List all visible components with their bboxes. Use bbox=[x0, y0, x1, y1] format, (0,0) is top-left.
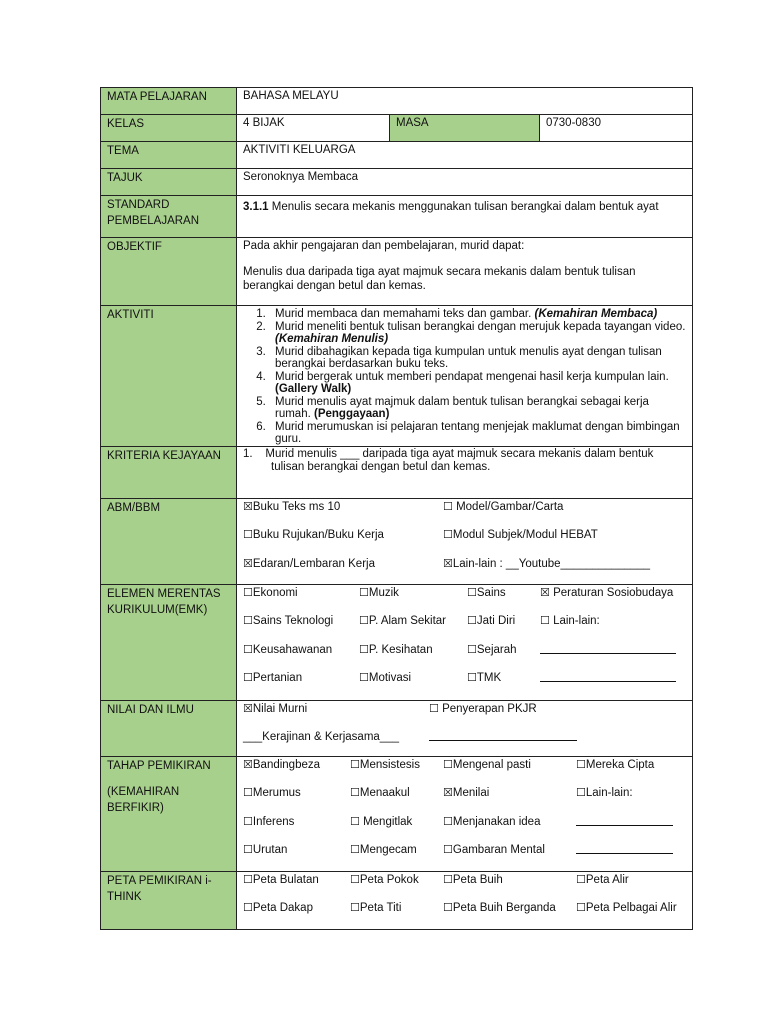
checkbox-icon[interactable]: ☐ bbox=[443, 814, 453, 828]
ithink-option-label: Peta Buih bbox=[452, 873, 503, 886]
checkbox-icon[interactable]: ☒ bbox=[540, 585, 550, 599]
tahap-option[interactable] bbox=[350, 815, 412, 829]
value-aktiviti bbox=[237, 306, 693, 447]
emk-option-label: Motivasi bbox=[368, 671, 412, 684]
tahap-option[interactable] bbox=[350, 786, 410, 800]
checkbox-icon[interactable]: ☐ bbox=[467, 642, 477, 656]
ithink-option[interactable] bbox=[350, 901, 401, 915]
emk-option-label: P. Alam Sekitar bbox=[368, 614, 447, 627]
abm-option[interactable] bbox=[243, 557, 375, 571]
emk-option[interactable] bbox=[467, 643, 517, 657]
label-masa: MASA bbox=[390, 115, 540, 142]
checkbox-icon[interactable]: ☐ bbox=[243, 527, 253, 541]
checkbox-icon[interactable]: ☐ bbox=[576, 872, 586, 886]
emk-option-label: Sains Teknologi bbox=[252, 614, 334, 627]
emk-option[interactable] bbox=[467, 671, 501, 685]
checkbox-icon[interactable]: ☐ bbox=[540, 613, 550, 627]
kriteria-line1 bbox=[243, 448, 686, 461]
emk-option[interactable] bbox=[359, 643, 433, 657]
aktiviti-text: Murid bergerak untuk memberi pendapat mengenai hasil kerja kumpulan lain. bbox=[275, 370, 669, 383]
emk-option[interactable] bbox=[243, 586, 298, 600]
abm-option[interactable] bbox=[443, 557, 650, 571]
checkbox-icon[interactable]: ☐ bbox=[243, 670, 253, 684]
abm-option-label: Buku Teks ms 10 bbox=[252, 500, 341, 513]
emk-blank-line[interactable] bbox=[540, 643, 676, 658]
label-objektif: OBJEKTIF bbox=[101, 238, 237, 306]
ithink-option[interactable] bbox=[243, 873, 319, 887]
label-tahap-line1: TAHAP PEMIKIRAN bbox=[107, 759, 211, 772]
tahap-option[interactable] bbox=[243, 758, 320, 772]
ithink-option[interactable] bbox=[443, 873, 503, 887]
tahap-option[interactable] bbox=[243, 843, 287, 857]
checkbox-icon[interactable]: ☒ bbox=[243, 701, 253, 715]
checkbox-icon[interactable]: ☐ bbox=[243, 900, 253, 914]
value-emk bbox=[237, 584, 693, 700]
row-kelas bbox=[101, 115, 693, 142]
ithink-option-label: Peta Pokok bbox=[359, 873, 419, 886]
aktiviti-item bbox=[269, 396, 686, 421]
label-tahap-line2: (KEMAHIRAN bbox=[107, 785, 180, 798]
checkbox-icon[interactable]: ☐ bbox=[359, 642, 369, 656]
checkbox-icon[interactable]: ☐ bbox=[243, 842, 253, 856]
value-objektif bbox=[237, 238, 693, 306]
emk-option[interactable] bbox=[243, 614, 333, 628]
abm-option-label: Modul Subjek/Modul HEBAT bbox=[452, 528, 598, 541]
nilai-option[interactable] bbox=[243, 702, 307, 716]
value-kriteria bbox=[237, 446, 693, 498]
label-kriteria: KRITERIA KEJAYAAN bbox=[101, 446, 237, 498]
aktiviti-text: Murid membaca dan memahami teks dan gambar. bbox=[275, 308, 535, 320]
label-tema: TEMA bbox=[101, 142, 237, 169]
aktiviti-item bbox=[269, 346, 686, 371]
kriteria-line2: tulisan berangkai dengan betul dan kemas. bbox=[271, 460, 491, 473]
nilai-values-text[interactable]: ___Kerajinan & Kerjasama___ bbox=[243, 730, 399, 743]
aktiviti-item bbox=[269, 308, 686, 321]
checkbox-icon[interactable]: ☒ bbox=[443, 556, 453, 570]
aktiviti-item bbox=[269, 421, 686, 446]
abm-option-label: Lain-lain : __Youtube______________ bbox=[452, 557, 651, 570]
ithink-option[interactable] bbox=[576, 901, 677, 915]
tahap-option[interactable] bbox=[350, 758, 420, 772]
row-tema bbox=[101, 142, 693, 169]
tahap-option-label: Inferens bbox=[252, 815, 295, 828]
ithink-option-label: Peta Pelbagai Alir bbox=[585, 901, 677, 914]
label-standard bbox=[101, 196, 237, 238]
ithink-option[interactable] bbox=[350, 873, 419, 887]
emk-blank-line[interactable] bbox=[540, 671, 676, 686]
aktiviti-text: Murid merumuskan isi pelajaran tentang menjejak maklumat dengan bimbingan guru. bbox=[275, 420, 680, 445]
emk-option-label: Keusahawanan bbox=[252, 643, 333, 656]
checkbox-icon[interactable]: ☒ bbox=[243, 556, 253, 570]
row-emk bbox=[101, 584, 693, 700]
value-tajuk: Seronoknya Membaca bbox=[237, 169, 693, 196]
aktiviti-item bbox=[269, 371, 686, 396]
checkbox-icon[interactable]: ☐ bbox=[576, 757, 586, 771]
emk-option[interactable] bbox=[467, 586, 506, 600]
emk-option[interactable] bbox=[243, 671, 302, 685]
label-mata-pelajaran: MATA PELAJARAN bbox=[101, 88, 237, 115]
checkbox-icon[interactable]: ☐ bbox=[443, 527, 453, 541]
tahap-option-label: Mensistesis bbox=[359, 758, 420, 771]
tahap-option-label: Menaakul bbox=[359, 786, 410, 799]
objektif-text: Menulis dua daripada tiga ayat majmuk secara mekanis dalam bentuk tulisan berangkai dengan betul dan kemas. bbox=[243, 266, 636, 292]
tahap-option-label: Mengitlak bbox=[359, 815, 413, 828]
abm-option-label: Buku Rujukan/Buku Kerja bbox=[252, 528, 384, 541]
tahap-option-label: Mereka Cipta bbox=[585, 758, 655, 771]
kriteria-number: 1. bbox=[243, 447, 253, 460]
standard-code: 3.1.1 bbox=[243, 201, 269, 213]
tahap-option-label: Merumus bbox=[252, 786, 301, 799]
label-standard-line2: PEMBELAJARAN bbox=[107, 215, 200, 227]
kriteria-text-1: Murid menulis ___ daripada tiga ayat majmuk secara mekanis dalam bentuk bbox=[265, 447, 654, 460]
label-nilai: NILAI DAN ILMU bbox=[101, 700, 237, 756]
tahap-option[interactable] bbox=[443, 786, 489, 800]
ithink-option[interactable] bbox=[243, 901, 313, 915]
checkbox-icon[interactable]: ☒ bbox=[243, 757, 253, 771]
checkbox-icon[interactable]: ☐ bbox=[443, 842, 453, 856]
abm-option-label: Model/Gambar/Carta bbox=[452, 500, 564, 513]
abm-option[interactable] bbox=[443, 528, 598, 542]
tahap-option-label: Lain-lain: bbox=[585, 786, 633, 799]
value-standard bbox=[237, 196, 693, 238]
row-tajuk bbox=[101, 169, 693, 196]
lesson-plan-table bbox=[100, 87, 693, 930]
aktiviti-skill: (Kemahiran Membaca) bbox=[534, 308, 658, 320]
aktiviti-skill: (Gallery Walk) bbox=[275, 383, 352, 395]
checkbox-icon[interactable]: ☐ bbox=[243, 814, 253, 828]
checkbox-icon[interactable]: ☐ bbox=[350, 900, 360, 914]
checkbox-icon[interactable]: ☐ bbox=[467, 613, 477, 627]
checkbox-icon[interactable]: ☐ bbox=[467, 585, 477, 599]
tahap-option[interactable] bbox=[443, 815, 540, 829]
aktiviti-list bbox=[243, 308, 686, 446]
emk-option-label: Ekonomi bbox=[252, 586, 298, 599]
label-tahap bbox=[101, 756, 237, 871]
checkbox-icon[interactable]: ☐ bbox=[359, 613, 369, 627]
tahap-option-label: Menilai bbox=[452, 786, 490, 799]
tahap-option[interactable] bbox=[576, 758, 654, 772]
label-emk-line1: ELEMEN MERENTAS bbox=[107, 587, 221, 600]
emk-option-label: Peraturan Sosiobudaya bbox=[549, 586, 674, 599]
value-mata-pelajaran: BAHASA MELAYU bbox=[237, 88, 693, 115]
label-tahap-line3: BERFIKIR) bbox=[107, 801, 164, 814]
label-emk bbox=[101, 584, 237, 700]
checkbox-icon[interactable]: ☐ bbox=[443, 499, 453, 513]
tahap-option[interactable] bbox=[443, 758, 531, 772]
label-aktiviti: AKTIVITI bbox=[101, 306, 237, 447]
label-standard-line1: STANDARD bbox=[107, 199, 170, 211]
checkbox-icon[interactable]: ☐ bbox=[243, 642, 253, 656]
tahap-option[interactable] bbox=[576, 786, 633, 800]
checkbox-icon[interactable]: ☐ bbox=[429, 701, 439, 715]
checkbox-icon[interactable]: ☐ bbox=[350, 872, 360, 886]
value-tema: AKTIVITI KELUARGA bbox=[237, 142, 693, 169]
checkbox-icon[interactable]: ☐ bbox=[359, 670, 369, 684]
checkbox-icon[interactable]: ☐ bbox=[243, 785, 253, 799]
checkbox-icon[interactable]: ☐ bbox=[467, 670, 477, 684]
tahap-option-label: Gambaran Mental bbox=[452, 843, 545, 856]
emk-option-label: Jati Diri bbox=[476, 614, 516, 627]
emk-option-label: Lain-lain: bbox=[549, 614, 600, 627]
label-kelas: KELAS bbox=[101, 115, 237, 142]
ithink-option-label: Peta Titi bbox=[359, 901, 402, 914]
row-kriteria bbox=[101, 446, 693, 498]
tahap-blank-line[interactable] bbox=[576, 815, 673, 830]
tahap-option[interactable] bbox=[443, 843, 545, 857]
nilai-option-label: Nilai Murni bbox=[252, 702, 308, 715]
checkbox-icon[interactable]: ☐ bbox=[350, 785, 360, 799]
nilai-option[interactable] bbox=[429, 702, 537, 716]
ithink-option-label: Peta Alir bbox=[585, 873, 629, 886]
row-tahap-pemikiran bbox=[101, 756, 693, 871]
emk-option-label: TMK bbox=[476, 671, 502, 684]
aktiviti-text: Murid dibahagikan kepada tiga kumpulan untuk menulis ayat dengan tulisan berangkai berdasarkan buku teks. bbox=[275, 345, 662, 370]
emk-option[interactable] bbox=[359, 614, 446, 628]
row-mata-pelajaran bbox=[101, 88, 693, 115]
label-ithink-line2: THINK bbox=[107, 890, 142, 903]
checkbox-icon[interactable]: ☐ bbox=[243, 872, 253, 886]
ithink-option-label: Peta Bulatan bbox=[252, 873, 319, 886]
checkbox-icon[interactable]: ☐ bbox=[576, 785, 586, 799]
checkbox-icon[interactable]: ☐ bbox=[443, 900, 453, 914]
aktiviti-text: Murid menulis ayat majmuk dalam bentuk tulisan berangkai sebagai kerja rumah. bbox=[275, 395, 649, 420]
row-objektif bbox=[101, 238, 693, 306]
abm-option-label: Edaran/Lembaran Kerja bbox=[252, 557, 375, 570]
row-standard bbox=[101, 196, 693, 238]
tahap-option-label: Bandingbeza bbox=[252, 758, 321, 771]
tahap-option[interactable] bbox=[350, 843, 417, 857]
row-ithink bbox=[101, 871, 693, 929]
checkbox-icon[interactable]: ☐ bbox=[350, 842, 360, 856]
ithink-option[interactable] bbox=[443, 901, 556, 915]
checkbox-icon[interactable]: ☐ bbox=[576, 900, 586, 914]
checkbox-icon[interactable]: ☒ bbox=[443, 785, 453, 799]
tahap-option-label: Mengecam bbox=[359, 843, 417, 856]
checkbox-icon[interactable]: ☐ bbox=[443, 757, 453, 771]
abm-option[interactable] bbox=[243, 528, 384, 542]
label-ithink bbox=[101, 871, 237, 929]
tahap-option[interactable] bbox=[243, 815, 294, 829]
checkbox-icon[interactable]: ☐ bbox=[350, 814, 360, 828]
emk-option-label: P. Kesihatan bbox=[368, 643, 433, 656]
value-nilai bbox=[237, 700, 693, 756]
emk-option[interactable] bbox=[359, 671, 411, 685]
standard-text: Menulis secara mekanis menggunakan tulisan berangkai dalam bentuk ayat bbox=[268, 201, 659, 213]
value-kelas: 4 BIJAK bbox=[237, 115, 390, 142]
emk-option-label: Muzik bbox=[368, 586, 399, 599]
objektif-intro: Pada akhir pengajaran dan pembelajaran, murid dapat: bbox=[243, 240, 525, 252]
label-ithink-line1: PETA PEMIKIRAN i- bbox=[107, 874, 212, 887]
ithink-option-label: Peta Dakap bbox=[252, 901, 313, 914]
nilai-option-label: Penyerapan PKJR bbox=[438, 702, 537, 715]
value-masa: 0730-0830 bbox=[540, 115, 693, 142]
value-abm bbox=[237, 498, 693, 584]
aktiviti-text: Murid meneliti bentuk tulisan berangkai dengan merujuk kepada tayangan video. bbox=[275, 320, 686, 333]
label-tajuk: TAJUK bbox=[101, 169, 237, 196]
emk-option-label: Sejarah bbox=[476, 643, 517, 656]
tahap-option-label: Urutan bbox=[252, 843, 288, 856]
value-tahap bbox=[237, 756, 693, 871]
tahap-blank-line[interactable] bbox=[576, 843, 673, 858]
checkbox-icon[interactable]: ☐ bbox=[350, 757, 360, 771]
ithink-option[interactable] bbox=[576, 873, 629, 887]
row-aktiviti bbox=[101, 306, 693, 447]
emk-option[interactable] bbox=[540, 614, 600, 628]
emk-option[interactable] bbox=[540, 586, 673, 600]
aktiviti-item bbox=[269, 321, 686, 346]
checkbox-icon[interactable]: ☐ bbox=[443, 872, 453, 886]
aktiviti-skill: (Kemahiran Menulis) bbox=[275, 333, 389, 345]
checkbox-icon[interactable]: ☐ bbox=[243, 585, 253, 599]
checkbox-icon[interactable]: ☐ bbox=[243, 613, 253, 627]
row-abm bbox=[101, 498, 693, 584]
abm-option[interactable] bbox=[443, 500, 563, 514]
label-abm: ABM/BBM bbox=[101, 498, 237, 584]
ithink-option-label: Peta Buih Berganda bbox=[452, 901, 556, 914]
tahap-option-label: Mengenal pasti bbox=[452, 758, 531, 771]
checkbox-icon[interactable]: ☒ bbox=[243, 499, 253, 513]
aktiviti-skill: (Penggayaan) bbox=[314, 408, 390, 420]
checkbox-icon[interactable]: ☐ bbox=[359, 585, 369, 599]
row-nilai bbox=[101, 700, 693, 756]
emk-option-label: Pertanian bbox=[252, 671, 303, 684]
emk-option[interactable] bbox=[359, 586, 399, 600]
tahap-option[interactable] bbox=[243, 786, 301, 800]
label-emk-line2: KURIKULUM(EMK) bbox=[107, 603, 208, 616]
emk-option[interactable] bbox=[243, 643, 332, 657]
abm-option[interactable] bbox=[243, 500, 340, 514]
nilai-blank-line[interactable] bbox=[429, 730, 577, 745]
emk-option[interactable] bbox=[467, 614, 515, 628]
emk-option-label: Sains bbox=[476, 586, 506, 599]
tahap-option-label: Menjanakan idea bbox=[452, 815, 541, 828]
value-ithink bbox=[237, 871, 693, 929]
